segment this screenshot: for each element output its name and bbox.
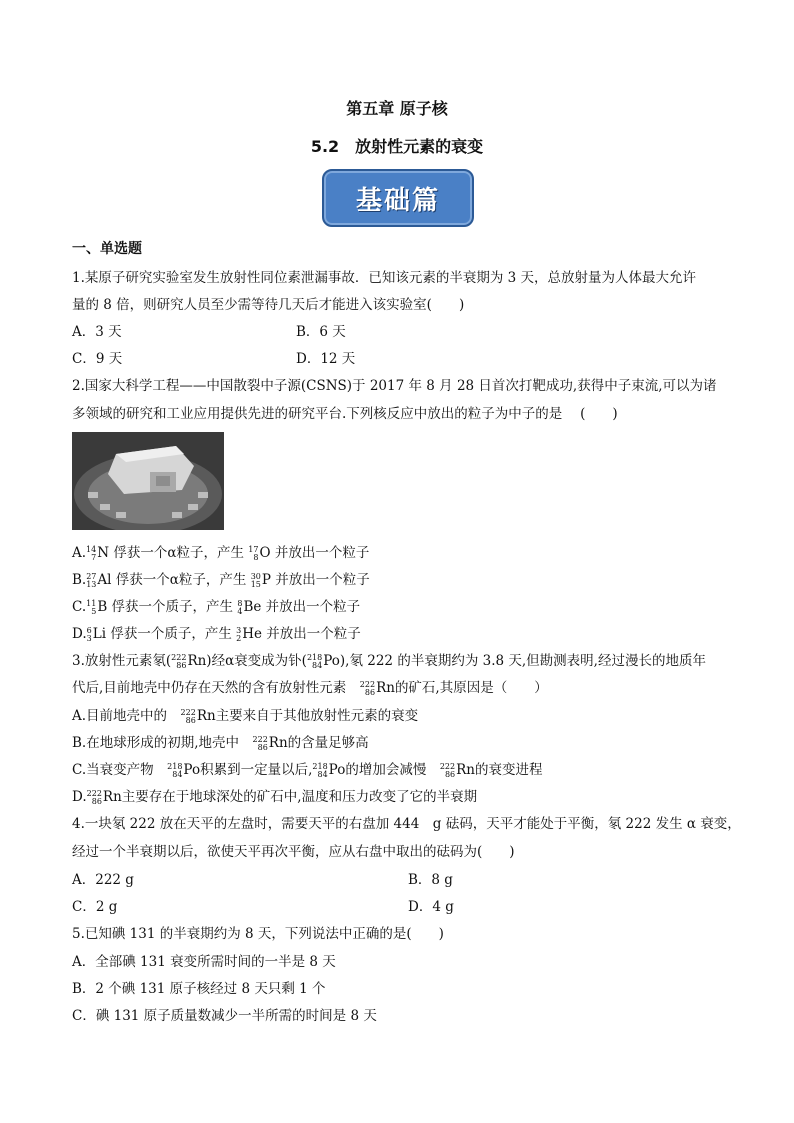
q1-stem-line1: 1.某原子研究实验室发生放射性同位素泄漏事故．已知该元素的半衰期为 3 天，总放射量为人体最大允许 bbox=[72, 270, 697, 286]
q4-option-b: B．8 g bbox=[408, 872, 453, 888]
q4-option-d: D．4 g bbox=[408, 899, 454, 915]
photo-illustration bbox=[72, 432, 224, 530]
q4-option-c: C．2 g bbox=[72, 899, 118, 915]
chapter-title: 第五章 原子核 bbox=[346, 99, 448, 118]
q1-option-a: A．3 天 bbox=[72, 324, 122, 340]
q2-option-c: C. 11 5 B 俘获一个质子，产生 8 4 Be 并放出一个粒子 bbox=[72, 598, 361, 616]
q5-stem: 5.已知碘 131 的半衰期约为 8 天，下列说法中正确的是( ) bbox=[72, 926, 444, 942]
q1-option-d: D．12 天 bbox=[296, 351, 356, 367]
badge-label: 基础篇 bbox=[355, 185, 440, 216]
q4-stem-line1: 4.一块氡 222 放在天平的左盘时，需要天平的右盘加 444 g 砝码，天平才能处于平衡，氡 222 发生 α 衰变， bbox=[72, 816, 741, 832]
level-badge bbox=[322, 169, 474, 227]
q5-option-a: A．全部碘 131 衰变所需时间的一半是 8 天 bbox=[72, 954, 336, 970]
q2-option-d: D. 6 3 Li 俘获一个质子，产生 3 2 He 并放出一个粒子 bbox=[72, 625, 361, 643]
q5-option-c: C．碘 131 原子质量数减少一半所需的时间是 8 天 bbox=[72, 1008, 377, 1024]
q1-stem-line2: 量的 8 倍，则研究人员至少需等待几天后才能进入该实验室( ) bbox=[72, 297, 465, 313]
q3-option-d: D. 222 86 Rn主要存在于地球深处的矿石中,温度和压力改变了它的半衰期 bbox=[72, 788, 478, 806]
q5-option-b: B．2 个碘 131 原子核经过 8 天只剩 1 个 bbox=[72, 981, 326, 997]
neutron-source-photo bbox=[72, 432, 224, 530]
q4-option-a: A．222 g bbox=[72, 872, 134, 888]
q1-option-b: B．6 天 bbox=[296, 324, 346, 340]
q4-stem-line2: 经过一个半衰期以后，欲使天平再次平衡，应从右盘中取出的砝码为( ) bbox=[72, 844, 515, 860]
q2-option-b: B. 27 13 Al 俘获一个α粒子，产生 30 15 P 并放出一个粒子 bbox=[72, 571, 370, 589]
section-title: 5.2 放射性元素的衰变 bbox=[310, 137, 484, 156]
q3-stem-line1: 3.放射性元素氡( 222 86 Rn)经α衰变成为钋( 218 84 Po),氡 222 的半衰期约为 3.8 天,但勘测表明,经过漫长的地质年 bbox=[72, 652, 706, 670]
q3-option-b: B.在地球形成的初期,地壳中 222 86 Rn的含量足够高 bbox=[72, 734, 369, 752]
q3-option-a: A.目前地壳中的 222 86 Rn主要来自于其他放射性元素的衰变 bbox=[72, 707, 419, 725]
q2-option-a: A. 14 7 N 俘获一个α粒子，产生 17 8 O 并放出一个粒子 bbox=[72, 544, 370, 562]
q3-stem-line2: 代后,目前地壳中仍存在天然的含有放射性元素 222 86 Rn的矿石,其原因是（ ） bbox=[72, 679, 548, 697]
q1-option-c: C．9 天 bbox=[72, 351, 123, 367]
q2-stem-line2: 多领域的研究和工业应用提供先进的研究平台.下列核反应中放出的粒子为中子的是 ( ) bbox=[72, 406, 618, 422]
part-heading: 一、单选题 bbox=[72, 241, 142, 257]
q3-option-c: C.当衰变产物 218 84 Po积累到一定量以后, 218 84 Po的增加会减慢 222 86 Rn的衰变进程 bbox=[72, 761, 543, 779]
q2-stem-line1: 2.国家大科学工程——中国散裂中子源(CSNS)于 2017 年 8 月 28 日首次打靶成功,获得中子束流,可以为诸 bbox=[72, 378, 717, 394]
